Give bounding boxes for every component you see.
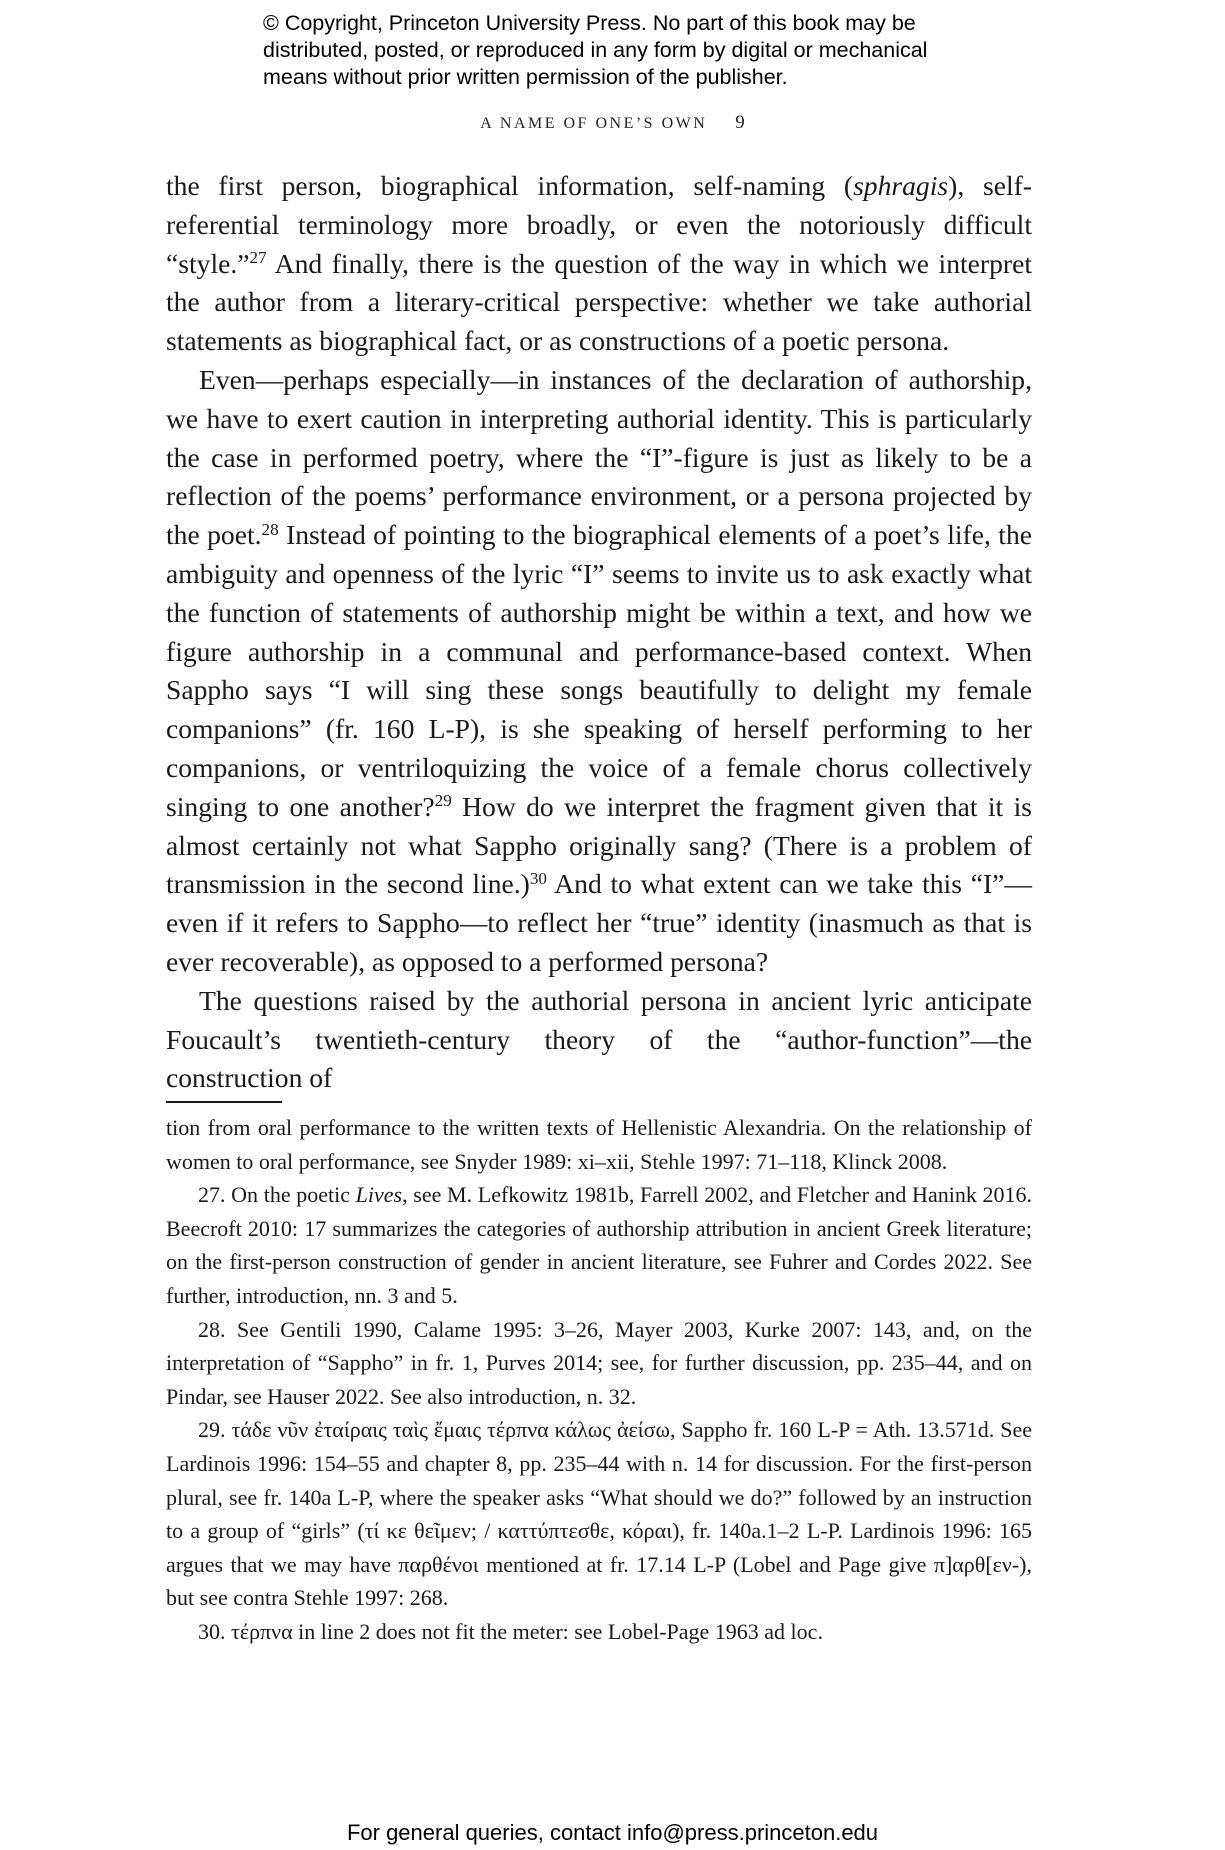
footnote-ref-30[interactable]: 30	[529, 868, 547, 888]
footnote-continuation: tion from oral performance to the written texts of Hellenistic Alexandria. On the relationship of women to oral performance, see Snyder 1989: xi–xii, Stehle 1997: 71–118, Klinck 2008.	[166, 1115, 1032, 1174]
italic-term: sphragis	[853, 170, 949, 201]
footnote-28: 28. See Gentili 1990, Calame 1995: 3–26, Mayer 2003, Kurke 2007: 143, and, on the interpretation of “Sappho” in fr. 1, Purves 2014; see, for further discussion, pp. 235–44, and on Pindar, see Hauser 2022. See also introduction, n. 32.	[166, 1316, 1032, 1409]
paragraph	[166, 361, 1032, 982]
footnote-29: 29. τάδε νῦν ἐταίραις ταὶς ἔμαις τέρπνα κάλως ἀείσω, Sappho fr. 160 L-P = Ath. 13.571d. See Lardinois 1996: 154–55 and chapter 8, pp. 235–44 with n. 14 for discussion. For the first-person plural, see fr. 140a L-P, where the speaker asks “What should we do?” followed by an instruction to a group of “girls” (τί κε θεῖμεν; / καττύπτεσθε, κόραι), fr. 140a.1–2 L-P. Lardinois 1996: 165 argues that we may have παρθένοι mentioned at fr. 17.14 L-P (Lobel and Page give π]αρθ[εν-), but see contra Stehle 1997: 268.	[166, 1417, 1032, 1611]
running-head-title: A NAME OF ONE’S OWN	[480, 115, 708, 132]
text-run: , see M. Lefkowitz 1981b, Farrell 2002, and Fletcher and Hanink 2016. Beecroft 2010: 17 summarizes the categories of authorship attribution in ancient Greek literature; on the first-person construction of gender in ancient literature, see Fuhrer and Cordes 2022. See further, introduction, nn. 3 and 5.	[166, 1182, 1032, 1308]
copyright-line: distributed, posted, or reproduced in any form by digital or mechanical	[263, 38, 928, 62]
paragraph	[166, 167, 1032, 361]
text-run: Instead of pointing to the biographical elements of a poet’s life, the ambiguity and openness of the lyric “I” seems to invite us to ask exactly what the function of statements of authorship might be within a text, and how we figure authorship in a communal and performance-based context. When Sappho says “I will sing these songs beautifully to delight my female companions” (fr. 160 L-P), is she speaking of herself performing to her companions, or ventriloquizing the voice of a female chorus collectively singing to one another?	[166, 519, 1033, 822]
footnote-27	[166, 1178, 1032, 1312]
footnote-ref-27[interactable]: 27	[249, 248, 267, 268]
text-run: How do we interpret the fragment given that it is almost certainly not what Sappho originally sang? (There is a problem of transmission in the second line.)	[166, 790, 1032, 900]
footnotes	[166, 1111, 1032, 1649]
footnote-ref-29[interactable]: 29	[434, 791, 452, 811]
italic-term: Lives	[355, 1182, 403, 1208]
copyright-notice	[263, 10, 1023, 91]
text-run: And to what extent can we take this “I”—even if it refers to Sappho—to reflect her “true” identity (inasmuch as that is ever recoverable), as opposed to a performed persona?	[166, 868, 1032, 977]
text-run: the first person, biographical information, self-naming (	[166, 170, 854, 201]
page-number: 9	[735, 112, 745, 133]
footnote-30: 30. τέρπνα in line 2 does not fit the meter: see Lobel-Page 1963 ad loc.	[198, 1618, 823, 1644]
main-text	[166, 167, 1032, 1098]
text-run: And finally, there is the question of the way in which we interpret the author from a literary-critical perspective: whether we take authorial statements as biographical fact, or as constructions of a poetic persona.	[166, 247, 1032, 357]
running-head	[0, 112, 1225, 134]
copyright-line: means without prior written permission of the publisher.	[263, 65, 788, 89]
text-run: ), self-referential terminology more broadly, or even the notoriously difficult “style.”	[166, 170, 1032, 279]
footer-contact: For general queries, contact info@press.princeton.edu	[346, 1820, 879, 1845]
text-run: Even—perhaps especially—in instances of the declaration of authorship, we have to exert caution in interpreting authorial identity. This is particularly the case in performed poetry, where the “I”-figure is just as likely to be a reflection of the poems’ performance environment, or a persona projected by the poet.	[166, 363, 1032, 551]
paragraph: The questions raised by the authorial persona in ancient lyric anticipate Foucault’s twentieth-century theory of the “author-function”—the construction of	[166, 984, 1032, 1094]
footnote-divider	[166, 1101, 282, 1103]
copyright-line: © Copyright, Princeton University Press. No part of this book may be	[263, 11, 916, 35]
footnote-ref-28[interactable]: 28	[261, 519, 279, 539]
text-run: 27. On the poetic	[198, 1182, 356, 1208]
